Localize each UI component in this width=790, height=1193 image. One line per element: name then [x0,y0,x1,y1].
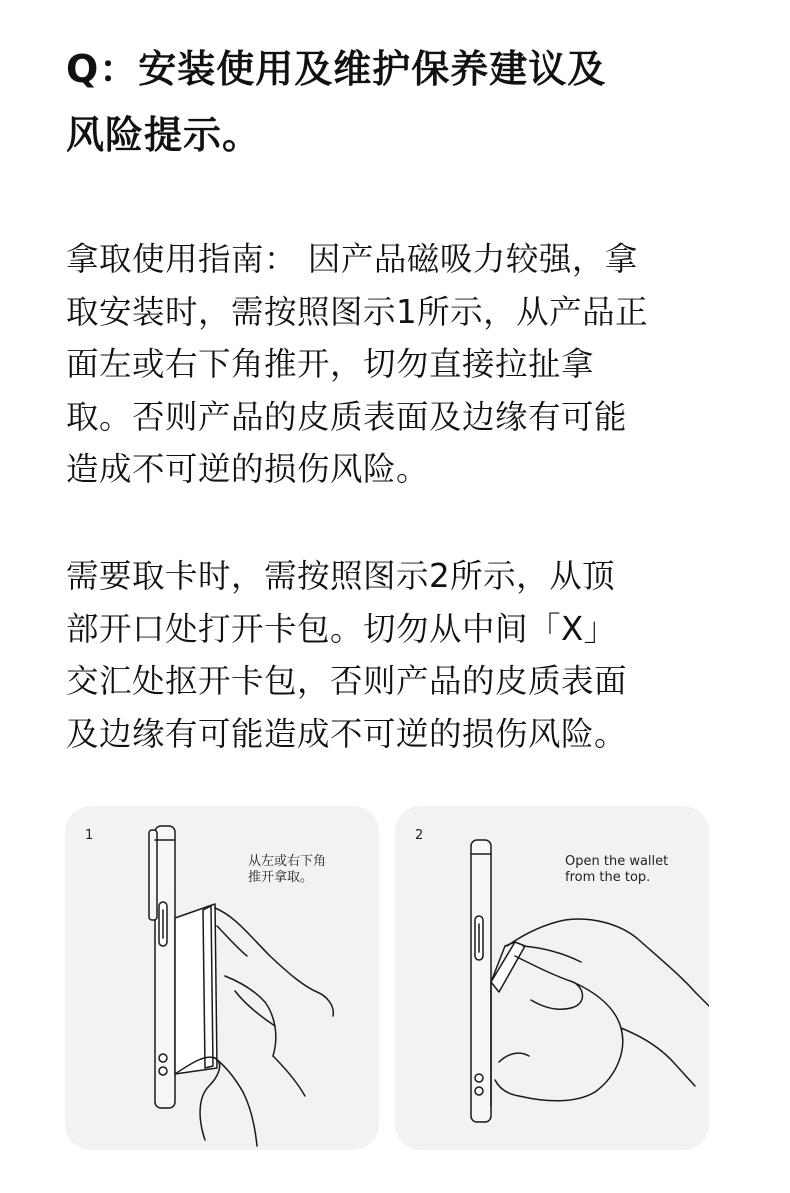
card-access-paragraph: 需要取卡时，需按照图示2所示，从顶 部开口处打开卡包。切勿从中间「X」 交汇处抠开卡包，否则产品的皮质表面 及边缘有可能造成不可逆的损伤风险。 [66,557,628,753]
illustration-panel-2 [395,806,709,1150]
phone-wallet-remove-illustration [65,806,379,1150]
illustration-caption: 从左或右下角 推开拿取。 [248,854,327,885]
illustration-panel-1 [65,806,379,1150]
illustration-number: 1 [85,828,94,843]
illustration-number: 2 [415,828,424,843]
handling-guide-paragraph: 拿取使用指南： 因产品磁吸力较强，拿 取安装时，需按照图示1所示，从产品正 面左或右下角推开，切勿直接拉扯拿 取。否则产品的皮质表面及边缘有可能 造成不可逆的损伤风险。 [66,240,649,488]
illustration-caption: Open the wallet from the top. [565,854,669,885]
page-title: Q：安装使用及维护保养建议及 风险提示。 [66,47,607,157]
